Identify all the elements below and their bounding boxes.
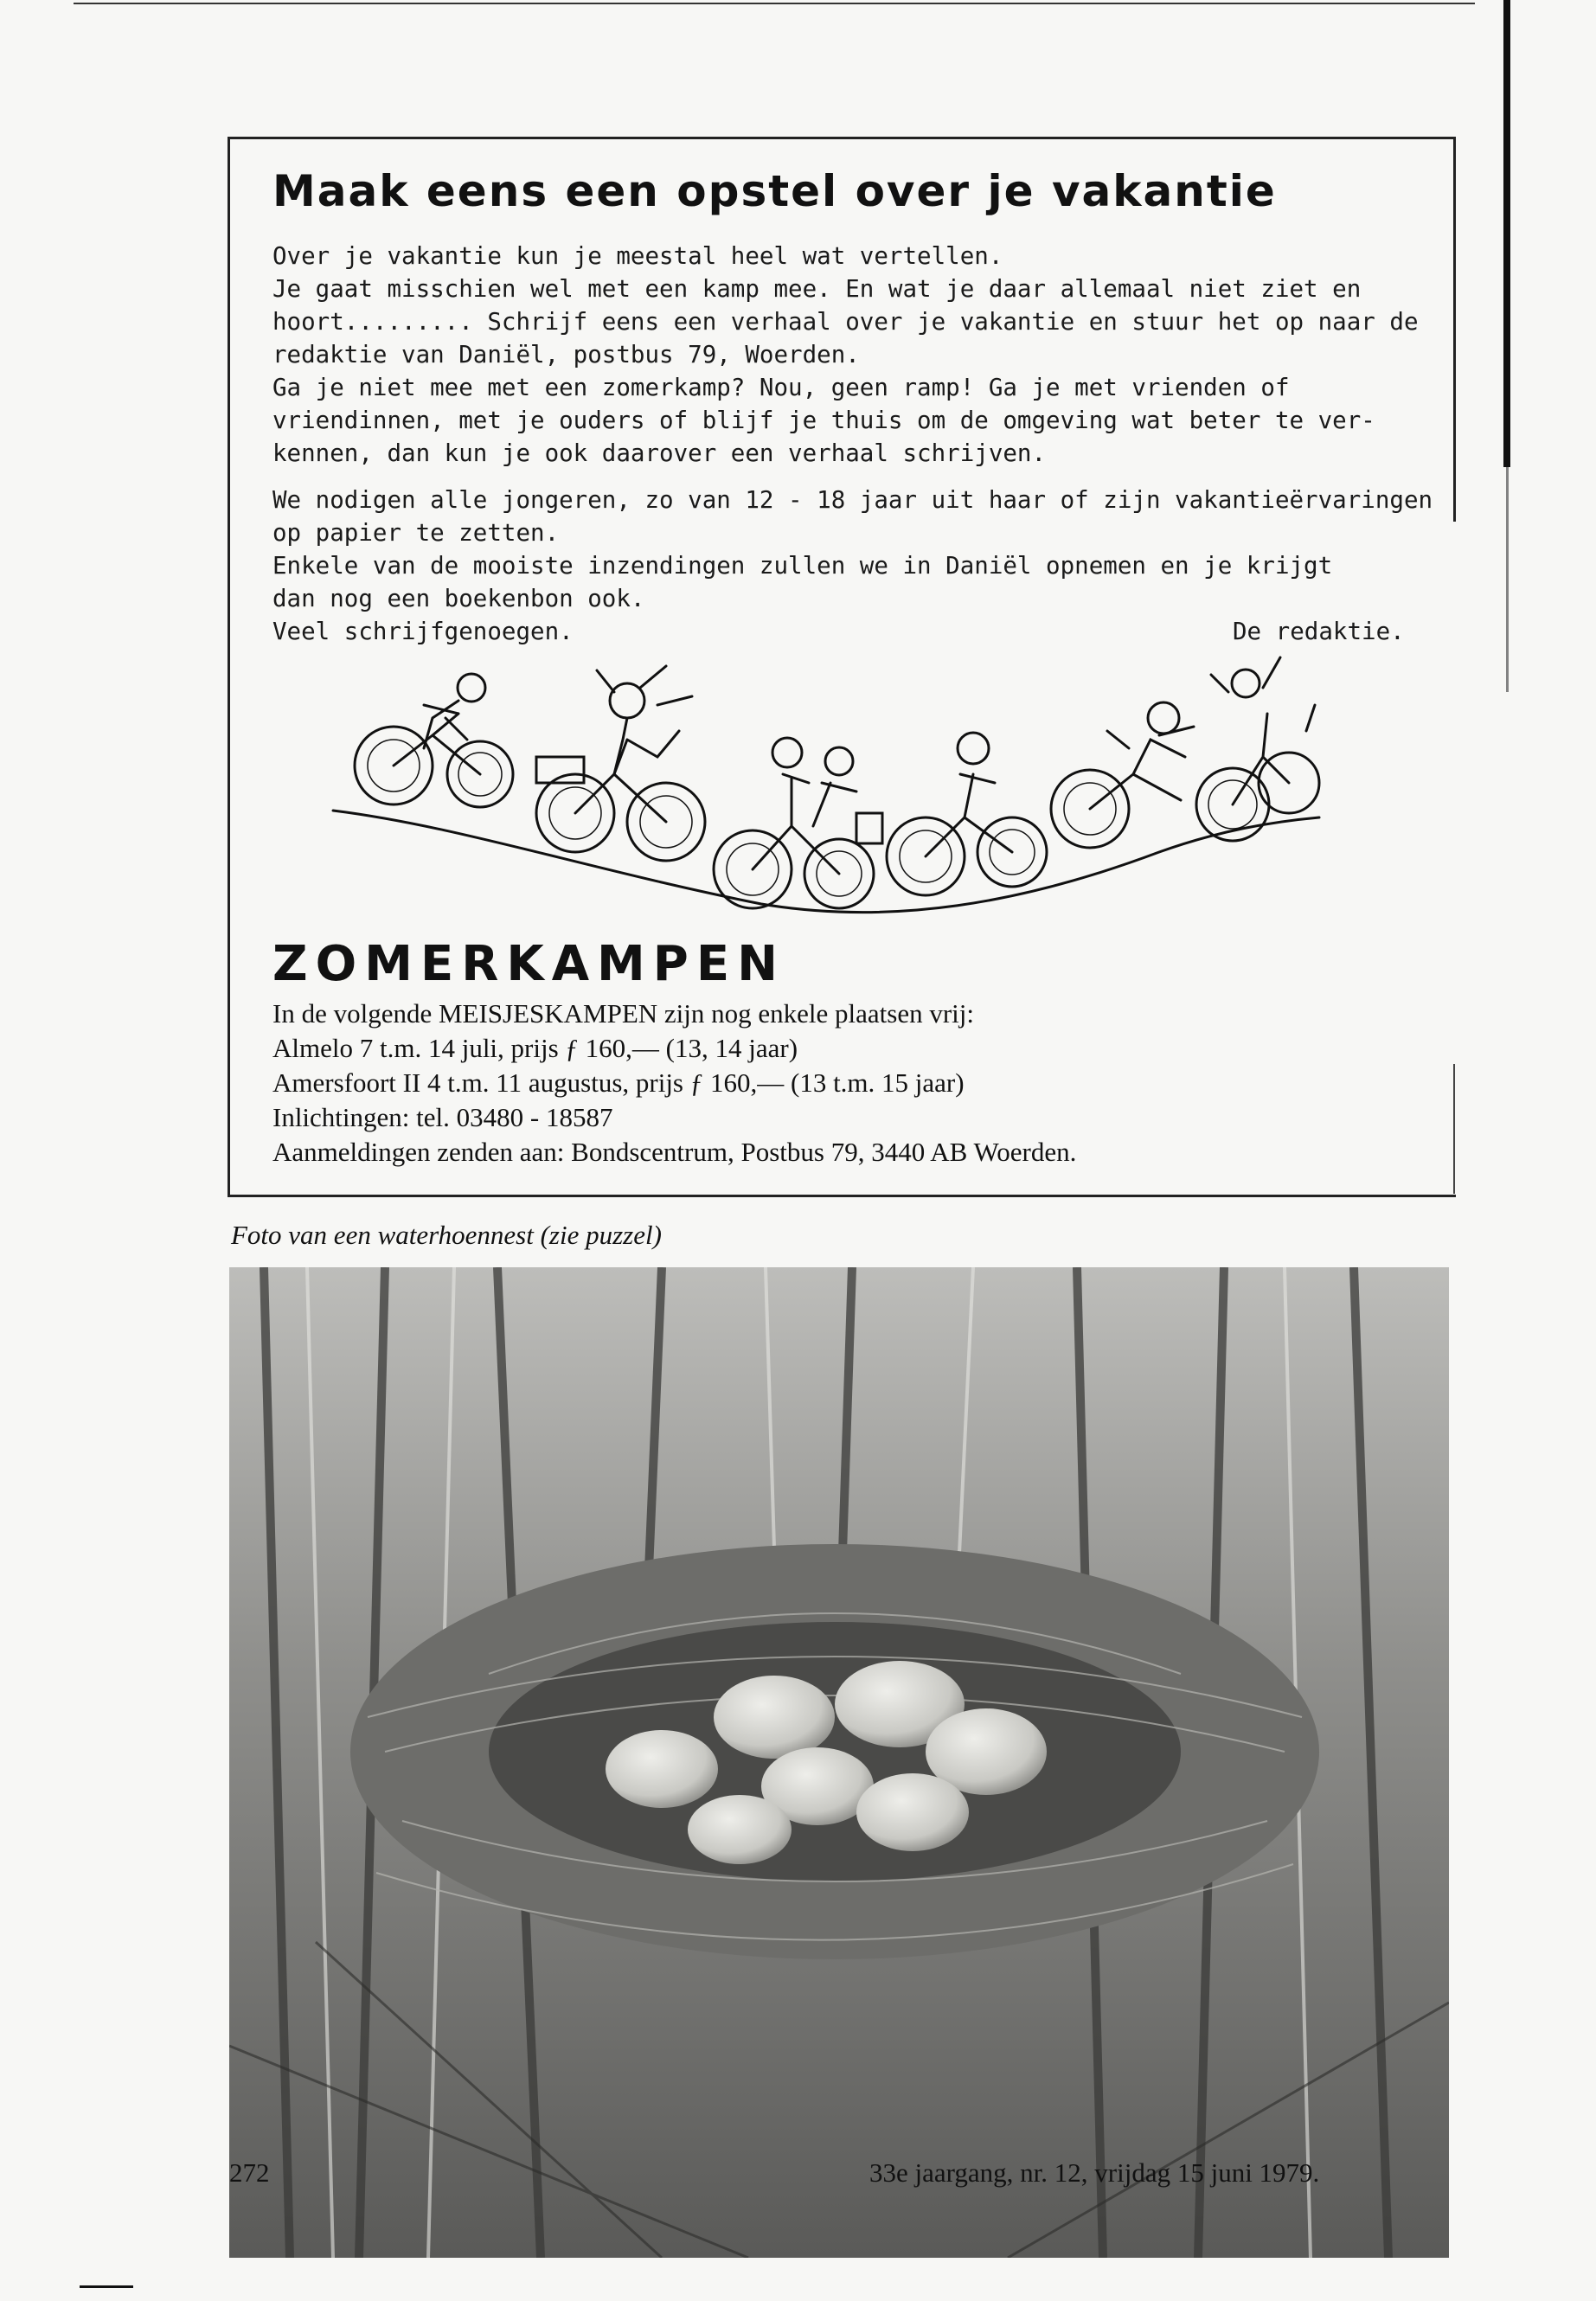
article-line: Je gaat misschien wel met een kamp mee. En wat je daar allemaal niet ziet en (272, 275, 1362, 303)
article-line: kennen, dan kun je ook daarover een verhaal schrijven. (272, 439, 1047, 467)
article-line: Enkele van de mooiste inzendingen zullen we in Daniël opnemen en je krijgt (272, 552, 1333, 580)
nest-photo (229, 1267, 1449, 2258)
camps-line: In de volgende MEISJESKAMPEN zijn nog enkele plaatsen vrij: (272, 998, 975, 1029)
camps-line: Amersfoort II 4 t.m. 11 augustus, prijs ƒ 160,— (13 t.m. 15 jaar) (272, 1067, 965, 1098)
photo-caption: Foto van een waterhoennest (zie puzzel) (231, 1220, 662, 1250)
issue-info: 33e jaargang, nr. 12, vrijdag 15 juni 1979. (869, 2157, 1320, 2188)
camps-line: Aanmeldingen zenden aan: Bondscentrum, Postbus 79, 3440 AB Woerden. (272, 1137, 1077, 1167)
corner-mark (80, 2285, 133, 2288)
cyclist-4 (813, 747, 882, 843)
article-line: redaktie van Daniël, postbus 79, Woerden. (272, 341, 860, 369)
article-line: Ga je niet mee met een zomerkamp? Nou, geen ramp! Ga je met vrienden of (272, 374, 1290, 401)
top-rule (74, 3, 1475, 4)
cyclist-7 (1196, 657, 1319, 841)
box-right-border-lower (1453, 1064, 1455, 1194)
cyclist-3 (714, 738, 874, 908)
article-signature: De redaktie. (1233, 618, 1405, 645)
cyclist-6 (1051, 702, 1194, 848)
scan-edge-shadow-lower (1506, 467, 1509, 692)
box-right-border (1453, 137, 1456, 522)
camps-line: Almelo 7 t.m. 14 juli, prijs ƒ 160,— (13, 14 jaar) (272, 1033, 798, 1063)
cyclists-illustration (329, 653, 1324, 930)
nest-photo-drawing (229, 1267, 1449, 2258)
article-line: op papier te zetten. (272, 519, 560, 547)
cyclist-2 (536, 666, 705, 861)
article-line: dan nog een boekenbon ook. (272, 585, 645, 612)
camps-heading: ZOMERKAMPEN (272, 936, 785, 992)
article-line: We nodigen alle jongeren, zo van 12 - 18 jaar uit haar of zijn vakantieërvaringen (272, 486, 1433, 514)
article-line: vriendinnen, met je ouders of blijf je thuis om de omgeving wat beter te ver- (272, 407, 1375, 434)
article-title: Maak eens een opstel over je vakantie (272, 166, 1277, 216)
article-line: Over je vakantie kun je meestal heel wat vertellen. (272, 242, 1003, 270)
cyclist-1 (355, 674, 513, 807)
scan-edge-shadow (1503, 0, 1510, 467)
cyclist-5 (887, 733, 1047, 895)
camps-line: Inlichtingen: tel. 03480 - 18587 (272, 1102, 613, 1132)
article-line: Veel schrijfgenoegen. (272, 618, 574, 645)
page-number: 272 (229, 2157, 270, 2188)
article-line: hoort......... Schrijf eens een verhaal over je vakantie en stuur het op naar de (272, 308, 1419, 336)
